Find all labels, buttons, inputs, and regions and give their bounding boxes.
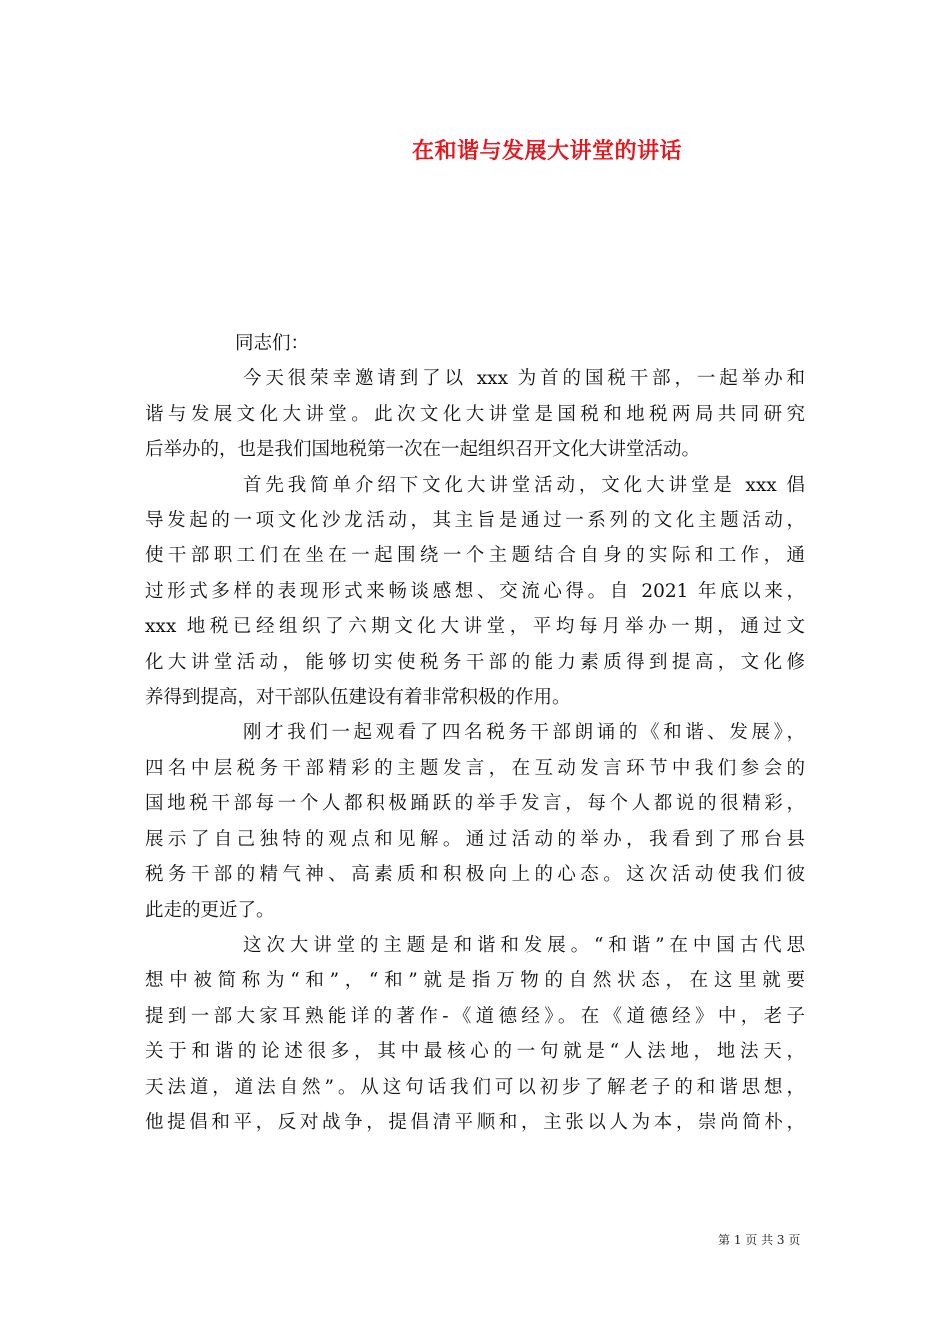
paragraph-line: 提到一部大家耳熟能详的著作-《道德经》。在《道德经》中，老子 — [145, 1005, 805, 1027]
paragraph-line: 谐与发展文化大讲堂。此次文化大讲堂是国税和地税两局共同研究 — [145, 403, 805, 425]
paragraph-line: 关于和谐的论述很多，其中最核心的一句就是“人法地，地法天， — [145, 1041, 805, 1063]
paragraph-line: 天法道，道法自然”。从这句话我们可以初步了解老子的和谐思想， — [145, 1076, 805, 1098]
page-number: 第 1 页 共 3 页 — [718, 1233, 801, 1247]
paragraph-line: 展示了自己独特的观点和见解。通过活动的举办，我看到了邢台县 — [145, 828, 805, 850]
paragraph-line: 后举办的，也是我们国地税第一次在一起组织召开文化大讲堂活动。 — [145, 439, 701, 461]
salutation: 同志们： — [235, 333, 310, 354]
paragraph-line: 使干部职工们在坐在一起围绕一个主题结合自身的实际和工作，通 — [145, 545, 805, 567]
paragraph-line: 今天很荣幸邀请到了以 xxx 为首的国税干部，一起举办和 — [243, 368, 805, 390]
paragraph-line: 化大讲堂活动，能够切实使税务干部的能力素质得到提高，文化修 — [145, 651, 805, 673]
paragraph-line: 刚才我们一起观看了四名税务干部朗诵的《和谐、发展》， — [243, 722, 805, 744]
document-title: 在和谐与发展大讲堂的讲话 — [412, 138, 683, 164]
paragraph-line: 导发起的一项文化沙龙活动，其主旨是通过一系列的文化主题活动， — [145, 510, 805, 532]
document-body — [145, 326, 805, 1140]
paragraph-line: 过形式多样的表现形式来畅谈感想、交流心得。自 2021 年底以来， — [145, 580, 805, 602]
paragraph-line: 税务干部的精气神、高素质和积极向上的心态。这次活动使我们彼 — [145, 864, 805, 886]
paragraph-line: 此走的更近了。 — [145, 899, 275, 921]
paragraph-line: 首先我简单介绍下文化大讲堂活动，文化大讲堂是 xxx 倡 — [243, 474, 805, 496]
paragraph-line: 国地税干部每一个人都积极踊跃的举手发言，每个人都说的很精彩， — [145, 793, 805, 815]
paragraph-line: 想中被简称为“和”，“和”就是指万物的自然状态，在这里就要 — [145, 970, 805, 992]
paragraph-line: xxx 地税已经组织了六期文化大讲堂，平均每月举办一期，通过文 — [145, 616, 805, 638]
paragraph-line: 四名中层税务干部精彩的主题发言，在互动发言环节中我们参会的 — [145, 757, 805, 779]
paragraph-line: 养得到提高，对干部队伍建设有着非常积极的作用。 — [145, 687, 571, 709]
paragraph-line: 他提倡和平，反对战争，提倡清平顺和，主张以人为本，崇尚简朴， — [145, 1111, 805, 1133]
paragraph-line: 这次大讲堂的主题是和谐和发展。“和谐”在中国古代思 — [243, 934, 805, 956]
